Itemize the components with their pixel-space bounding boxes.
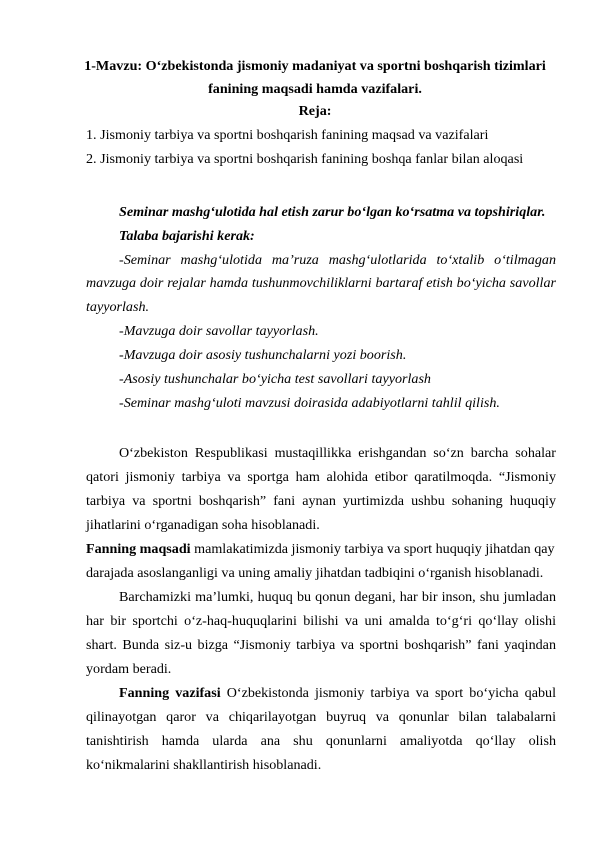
- paragraph-3-line-1: Barchamizki ma’lumki, huquq bu qonun degani, har bir inson, shu jumladan: [119, 589, 556, 605]
- seminar-task-1-line-1: -Seminar mashg‘ulotida ma’ruza mashg‘ulotlarida to‘xtalib o‘tilmagan: [119, 252, 556, 268]
- paragraph-3-line-2: har bir sportchi o‘z-haq-huquqlarini bilishi va uni amalda to‘g‘ri qo‘llay olishi: [86, 613, 556, 629]
- seminar-task-3: -Mavzuga doir asosiy tushunchalarni yozi boorish.: [119, 347, 407, 363]
- paragraph-4-line-1: [119, 684, 556, 702]
- paragraph-1-line-1: O‘zbekiston Respublikasi mustaqillikka erishgandan so‘zn barcha sohalar: [119, 445, 556, 461]
- plan-heading: Reja:: [298, 103, 332, 119]
- seminar-subheading: Talaba bajarishi kerak:: [119, 228, 255, 244]
- seminar-task-5: -Seminar mashg‘uloti mavzusi doirasida adabiyotlarni tahlil qilish.: [119, 395, 500, 411]
- paragraph-4-line-3: tanishtirish hamda ularda ana shu qonunlarni amaliyotda qo‘llay olish: [86, 733, 556, 749]
- title-line-2: fanining maqsadi hamda vazifalari.: [208, 81, 422, 97]
- seminar-task-1-line-2: mavzuga doir rejalar hamda tushunmovchiliklarni bartaraf etish bo‘yicha savollar: [86, 275, 556, 291]
- paragraph-4-line-4: ko‘nikmalarini shakllantirish hisoblanadi.: [86, 757, 322, 773]
- goal-text: mamlakatimizda jismoniy tarbiya va sport huquqiy jihatdan qay: [190, 541, 555, 557]
- seminar-heading: Seminar mashg‘ulotida hal etish zarur bo‘lgan ko‘rsatma va topshiriqlar.: [119, 204, 546, 220]
- paragraph-4-line-2: qilinayotgan qaror va chiqarilayotgan buyruq va qonunlar bilan talabalarni: [86, 709, 556, 725]
- seminar-task-2: -Mavzuga doir savollar tayyorlash.: [119, 323, 319, 339]
- paragraph-3-line-4: yordam beradi.: [86, 661, 172, 677]
- task-text: O‘zbekistonda jismoniy tarbiya va sport bo‘yicha qabul: [220, 685, 556, 701]
- task-label: Fanning vazifasi: [119, 685, 221, 701]
- paragraph-2-line-2: darajada asoslanganligi va uning amaliy jihatdan tadbiqini o‘rganish hisoblanadi.: [86, 565, 544, 581]
- paragraph-1-line-2: qatori jismoniy tarbiya va sportga ham alohida etibor qaratilmoqda. “Jismoniy: [86, 469, 556, 485]
- plan-item-2: 2. Jismoniy tarbiya va sportni boshqarish fanining boshqa fanlar bilan aloqasi: [86, 151, 524, 167]
- seminar-task-1-line-3: tayyorlash.: [86, 299, 150, 315]
- paragraph-1-line-4: jihatlarini o‘rganadigan soha hisoblanadi.: [86, 517, 320, 533]
- plan-item-1: 1. Jismoniy tarbiya va sportni boshqarish fanining maqsad va vazifalari: [86, 127, 489, 143]
- title-line-1: 1-Mavzu: O‘zbekistonda jismoniy madaniyat va sportni boshqarish tizimlari: [84, 58, 546, 74]
- goal-label: Fanning maqsadi: [86, 541, 191, 557]
- seminar-task-4: -Asosiy tushunchalar bo‘yicha test savollari tayyorlash: [119, 371, 431, 387]
- paragraph-2-line-1: [86, 540, 555, 558]
- paragraph-3-line-3: shart. Bunda siz-u bizga “Jismoniy tarbiya va sportni boshqarish” fani yaqindan: [86, 637, 556, 653]
- paragraph-1-line-3: tarbiya va sportni boshqarish” fani aynan yurtimizda ushbu sohaning huquqiy: [86, 493, 556, 509]
